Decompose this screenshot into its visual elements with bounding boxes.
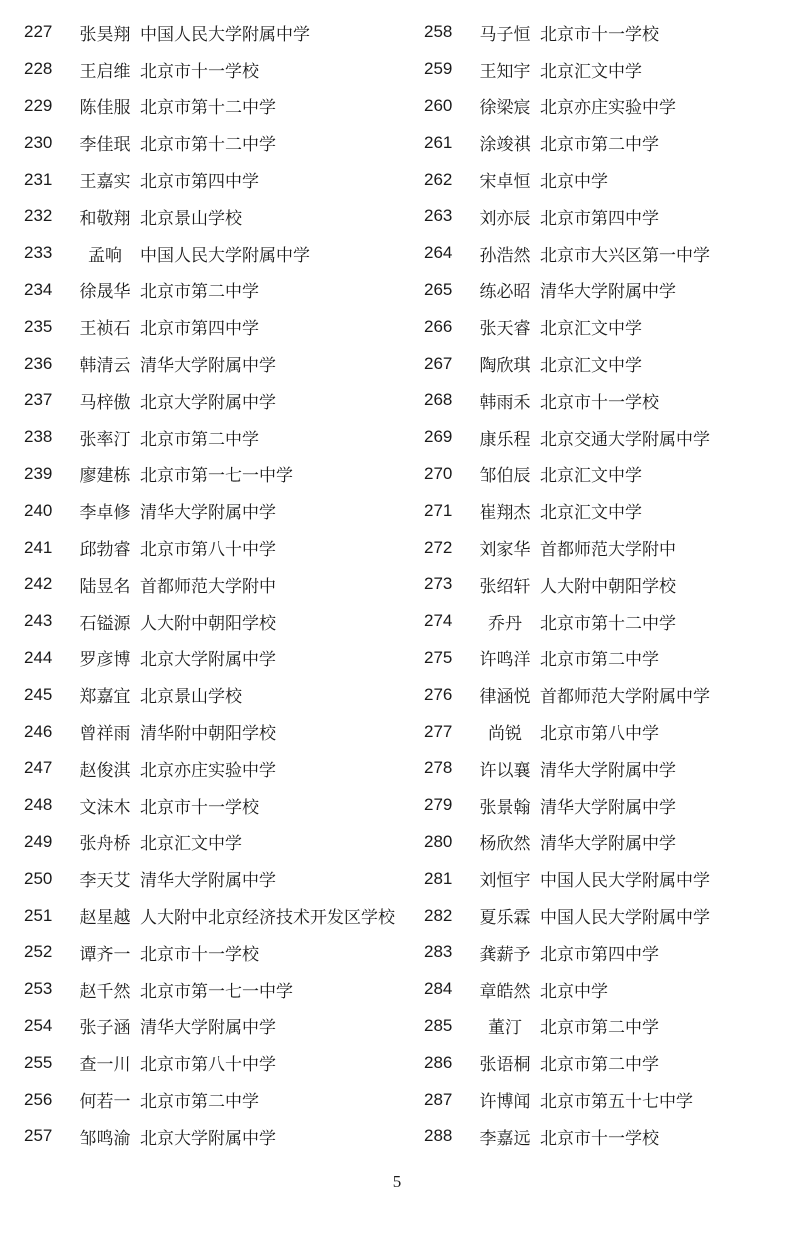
entry-number: 249 xyxy=(24,831,53,851)
entry-number: 270 xyxy=(424,463,453,483)
student-name: 李天艾 xyxy=(79,871,131,892)
entry-number: 243 xyxy=(24,611,53,631)
school-name: 首都师范大学附中 xyxy=(140,576,276,597)
entry-number: 239 xyxy=(24,463,53,483)
entry-number: 279 xyxy=(424,795,453,815)
school-name: 中国人民大学附属中学 xyxy=(140,24,310,45)
school-name: 首都师范大学附属中学 xyxy=(540,687,710,708)
school-name: 清华大学附属中学 xyxy=(540,282,676,303)
student-name: 李佳珉 xyxy=(79,135,131,156)
list-item xyxy=(424,640,784,677)
entry-number: 263 xyxy=(424,206,453,226)
school-name: 清华附中朝阳学校 xyxy=(140,724,276,745)
student-name: 文沫木 xyxy=(79,797,131,818)
student-name: 许以襄 xyxy=(479,760,531,781)
entry-number: 284 xyxy=(424,979,453,999)
list-item xyxy=(424,235,784,272)
school-name: 北京亦庄实验中学 xyxy=(540,98,676,119)
school-name: 北京汇文中学 xyxy=(540,319,642,340)
list-item xyxy=(424,161,784,198)
list-item xyxy=(24,860,404,897)
entry-number: 271 xyxy=(424,500,453,520)
list-item xyxy=(24,272,404,309)
student-name: 崔翔杰 xyxy=(479,503,531,524)
list-item xyxy=(24,640,404,677)
list-item xyxy=(24,124,404,161)
school-name: 北京市十一学校 xyxy=(540,24,659,45)
student-name: 张昊翔 xyxy=(79,24,131,45)
list-item xyxy=(424,88,784,125)
student-name: 刘家华 xyxy=(479,540,531,561)
school-name: 北京大学附属中学 xyxy=(140,392,276,413)
list-item xyxy=(24,456,404,493)
school-name: 北京市第二中学 xyxy=(140,1092,259,1112)
school-name: 中国人民大学附属中学 xyxy=(540,908,710,929)
entry-number: 229 xyxy=(24,95,53,115)
school-name: 北京市大兴区第一中学 xyxy=(540,245,710,266)
school-name: 北京市第八十中学 xyxy=(140,540,276,561)
list-item xyxy=(424,382,784,419)
school-name: 北京市十一学校 xyxy=(140,797,259,818)
list-item xyxy=(424,713,784,750)
student-name: 许鸣洋 xyxy=(479,650,531,671)
entry-number: 275 xyxy=(424,647,453,667)
entry-number: 274 xyxy=(424,611,453,631)
student-name: 罗彦博 xyxy=(79,650,131,671)
list-item xyxy=(24,1081,404,1118)
student-name: 邹鸣渝 xyxy=(79,1128,131,1149)
school-name: 中国人民大学附属中学 xyxy=(140,245,310,266)
list-item xyxy=(424,750,784,787)
school-name: 北京交通大学附属中学 xyxy=(540,429,710,450)
entry-number: 262 xyxy=(424,169,453,189)
student-name: 李嘉远 xyxy=(479,1128,531,1149)
school-name: 北京中学 xyxy=(540,981,608,1002)
school-name: 北京大学附属中学 xyxy=(140,650,276,671)
entry-number: 258 xyxy=(424,22,453,42)
entry-number: 266 xyxy=(424,316,453,336)
entry-number: 236 xyxy=(24,353,53,373)
school-name: 清华大学附属中学 xyxy=(140,356,276,377)
entry-number: 244 xyxy=(24,647,53,667)
school-name: 北京市第四中学 xyxy=(140,172,259,193)
entry-number: 248 xyxy=(24,795,53,815)
entry-number: 272 xyxy=(424,537,453,557)
student-name: 查一川 xyxy=(79,1055,131,1076)
school-name: 北京市第一七一中学 xyxy=(140,466,293,487)
school-name: 北京汇文中学 xyxy=(540,466,642,487)
student-name: 尚锐 xyxy=(488,724,522,745)
school-name: 北京市十一学校 xyxy=(540,392,659,413)
school-name: 北京市第四中学 xyxy=(540,208,659,229)
entry-number: 288 xyxy=(424,1126,453,1146)
list-item xyxy=(424,1008,784,1045)
student-name: 练必昭 xyxy=(479,282,531,303)
list-item xyxy=(424,676,784,713)
list-item xyxy=(24,566,404,603)
list-item xyxy=(24,419,404,456)
list-item xyxy=(424,345,784,382)
entry-number: 255 xyxy=(24,1052,53,1072)
list-item xyxy=(24,971,404,1008)
school-name: 北京市第一七一中学 xyxy=(140,981,293,1002)
entry-number: 228 xyxy=(24,59,53,79)
student-name: 刘亦辰 xyxy=(479,208,531,229)
entry-number: 254 xyxy=(24,1015,53,1035)
list-item xyxy=(424,934,784,971)
left-column xyxy=(24,14,404,1155)
school-name: 北京汇文中学 xyxy=(540,356,642,377)
list-item xyxy=(424,897,784,934)
entry-number: 269 xyxy=(424,427,453,447)
school-name: 北京市十一学校 xyxy=(140,61,259,82)
student-name: 涂竣祺 xyxy=(479,135,531,156)
entry-number: 267 xyxy=(424,353,453,373)
entry-number: 230 xyxy=(24,132,53,152)
student-name: 许博闻 xyxy=(479,1092,531,1112)
entry-number: 231 xyxy=(24,169,53,189)
school-name: 清华大学附属中学 xyxy=(140,503,276,524)
entry-number: 280 xyxy=(424,831,453,851)
entry-number: 287 xyxy=(424,1089,453,1109)
school-name: 人大附中北京经济技术开发区学校 xyxy=(140,908,395,929)
school-name: 北京市第五十七中学 xyxy=(540,1092,693,1112)
student-name: 孙浩然 xyxy=(479,245,531,266)
entry-number: 264 xyxy=(424,243,453,263)
list-item xyxy=(24,897,404,934)
list-item xyxy=(424,272,784,309)
list-item xyxy=(424,51,784,88)
student-name: 谭齐一 xyxy=(79,944,131,965)
school-name: 北京市第二中学 xyxy=(540,135,659,156)
page-number: 5 xyxy=(392,1172,402,1191)
school-name: 北京市第十二中学 xyxy=(140,135,276,156)
list-item xyxy=(24,750,404,787)
school-name: 北京市第四中学 xyxy=(540,944,659,965)
school-name: 北京市第二中学 xyxy=(540,650,659,671)
list-item xyxy=(424,603,784,640)
student-name: 和敬翔 xyxy=(79,208,131,229)
entry-number: 241 xyxy=(24,537,53,557)
school-name: 北京市第二中学 xyxy=(540,1018,659,1039)
list-item xyxy=(424,566,784,603)
school-name: 北京汇文中学 xyxy=(540,503,642,524)
entry-number: 261 xyxy=(424,132,453,152)
student-name: 韩清云 xyxy=(79,356,131,377)
list-item xyxy=(424,971,784,1008)
entry-number: 273 xyxy=(424,574,453,594)
entry-number: 276 xyxy=(424,684,453,704)
school-name: 北京市第二中学 xyxy=(140,429,259,450)
student-name: 马子恒 xyxy=(479,24,531,45)
student-name: 王知宇 xyxy=(479,61,531,82)
school-name: 北京市十一学校 xyxy=(140,944,259,965)
student-name: 张绍轩 xyxy=(479,576,531,597)
list-item xyxy=(24,1118,404,1155)
entry-number: 265 xyxy=(424,279,453,299)
right-column xyxy=(424,14,784,1155)
entry-number: 281 xyxy=(424,868,453,888)
student-name: 郑嘉宜 xyxy=(79,687,131,708)
student-name: 夏乐霖 xyxy=(479,908,531,929)
entry-number: 238 xyxy=(24,427,53,447)
entry-number: 251 xyxy=(24,905,53,925)
list-item xyxy=(24,603,404,640)
student-name: 张语桐 xyxy=(479,1055,531,1076)
list-item xyxy=(424,824,784,861)
student-name: 韩雨禾 xyxy=(479,392,531,413)
student-name: 章皓然 xyxy=(479,981,531,1002)
entry-number: 247 xyxy=(24,758,53,778)
student-name: 张景翰 xyxy=(479,797,531,818)
entry-number: 234 xyxy=(24,279,53,299)
school-name: 北京中学 xyxy=(540,172,608,193)
student-name: 石镒源 xyxy=(79,613,131,634)
list-item xyxy=(24,161,404,198)
student-name: 孟响 xyxy=(88,245,122,266)
student-name: 律涵悦 xyxy=(479,687,531,708)
school-name: 清华大学附属中学 xyxy=(540,797,676,818)
student-name: 宋卓恒 xyxy=(479,172,531,193)
entry-number: 246 xyxy=(24,721,53,741)
list-item xyxy=(424,492,784,529)
school-name: 北京市第八中学 xyxy=(540,724,659,745)
student-name: 刘恒宇 xyxy=(479,871,531,892)
student-name: 赵俊淇 xyxy=(79,760,131,781)
entry-number: 250 xyxy=(24,868,53,888)
list-item xyxy=(24,934,404,971)
student-name: 李卓修 xyxy=(79,503,131,524)
list-item xyxy=(24,88,404,125)
student-name: 王启维 xyxy=(79,61,131,82)
student-name: 张子涵 xyxy=(79,1018,131,1039)
student-name: 徐晟华 xyxy=(79,282,131,303)
entry-number: 252 xyxy=(24,942,53,962)
student-name: 邱勃睿 xyxy=(79,540,131,561)
student-name: 张舟桥 xyxy=(79,834,131,855)
student-name: 张天睿 xyxy=(479,319,531,340)
list-item xyxy=(424,456,784,493)
entry-number: 285 xyxy=(424,1015,453,1035)
student-name: 赵星越 xyxy=(79,908,131,929)
list-item xyxy=(24,713,404,750)
list-item xyxy=(424,1118,784,1155)
entry-number: 268 xyxy=(424,390,453,410)
school-name: 北京市第十二中学 xyxy=(140,98,276,119)
student-name: 何若一 xyxy=(79,1092,131,1112)
entry-number: 259 xyxy=(424,59,453,79)
school-name: 北京亦庄实验中学 xyxy=(140,760,276,781)
entry-number: 237 xyxy=(24,390,53,410)
entry-number: 277 xyxy=(424,721,453,741)
school-name: 北京市第二中学 xyxy=(140,282,259,303)
entry-number: 232 xyxy=(24,206,53,226)
list-item xyxy=(424,124,784,161)
student-name: 龚薪予 xyxy=(479,944,531,965)
entry-number: 227 xyxy=(24,22,53,42)
school-name: 北京景山学校 xyxy=(140,208,242,229)
entry-number: 286 xyxy=(424,1052,453,1072)
list-item xyxy=(24,198,404,235)
school-name: 清华大学附属中学 xyxy=(540,760,676,781)
student-name: 王祯石 xyxy=(79,319,131,340)
student-name: 杨欣然 xyxy=(479,834,531,855)
school-name: 北京景山学校 xyxy=(140,687,242,708)
school-name: 人大附中朝阳学校 xyxy=(540,576,676,597)
list-item xyxy=(24,345,404,382)
school-name: 人大附中朝阳学校 xyxy=(140,613,276,634)
entry-number: 257 xyxy=(24,1126,53,1146)
student-name: 廖建栋 xyxy=(79,466,131,487)
student-name: 赵千然 xyxy=(79,981,131,1002)
entry-number: 245 xyxy=(24,684,53,704)
entry-number: 283 xyxy=(424,942,453,962)
entry-number: 242 xyxy=(24,574,53,594)
entry-number: 282 xyxy=(424,905,453,925)
school-name: 首都师范大学附中 xyxy=(540,540,676,561)
list-item xyxy=(424,419,784,456)
list-item xyxy=(24,529,404,566)
list-item xyxy=(24,1008,404,1045)
entry-number: 240 xyxy=(24,500,53,520)
school-name: 清华大学附属中学 xyxy=(140,1018,276,1039)
entry-number: 278 xyxy=(424,758,453,778)
student-name: 王嘉实 xyxy=(79,172,131,193)
list-item xyxy=(424,1081,784,1118)
list-item xyxy=(24,51,404,88)
list-item xyxy=(424,529,784,566)
entry-number: 233 xyxy=(24,243,53,263)
school-name: 北京大学附属中学 xyxy=(140,1128,276,1149)
list-item xyxy=(24,676,404,713)
list-item xyxy=(24,787,404,824)
student-name: 陶欣琪 xyxy=(479,356,531,377)
entry-number: 256 xyxy=(24,1089,53,1109)
school-name: 北京市第四中学 xyxy=(140,319,259,340)
school-name: 清华大学附属中学 xyxy=(540,834,676,855)
school-name: 北京市十一学校 xyxy=(540,1128,659,1149)
student-name: 邹伯辰 xyxy=(479,466,531,487)
student-name: 张率汀 xyxy=(79,429,131,450)
school-name: 中国人民大学附属中学 xyxy=(540,871,710,892)
student-name: 曾祥雨 xyxy=(79,724,131,745)
school-name: 北京市第二中学 xyxy=(540,1055,659,1076)
list-item xyxy=(24,308,404,345)
entry-number: 260 xyxy=(424,95,453,115)
list-item xyxy=(24,492,404,529)
list-item xyxy=(24,1044,404,1081)
school-name: 北京汇文中学 xyxy=(540,61,642,82)
list-item xyxy=(424,860,784,897)
list-item xyxy=(424,198,784,235)
school-name: 清华大学附属中学 xyxy=(140,871,276,892)
student-name: 马梓傲 xyxy=(79,392,131,413)
student-name: 陆昱名 xyxy=(79,576,131,597)
list-item xyxy=(24,824,404,861)
entry-number: 253 xyxy=(24,979,53,999)
student-name: 徐梁宸 xyxy=(479,98,531,119)
student-name: 乔丹 xyxy=(488,613,522,634)
list-item xyxy=(24,235,404,272)
student-name: 董汀 xyxy=(488,1018,522,1039)
list-item xyxy=(424,308,784,345)
student-name: 康乐程 xyxy=(479,429,531,450)
list-item xyxy=(24,14,404,51)
school-name: 北京市第八十中学 xyxy=(140,1055,276,1076)
entry-number: 235 xyxy=(24,316,53,336)
list-item xyxy=(424,787,784,824)
list-item xyxy=(424,1044,784,1081)
list-item xyxy=(424,14,784,51)
school-name: 北京市第十二中学 xyxy=(540,613,676,634)
student-name: 陈佳服 xyxy=(79,98,131,119)
list-item xyxy=(24,382,404,419)
school-name: 北京汇文中学 xyxy=(140,834,242,855)
